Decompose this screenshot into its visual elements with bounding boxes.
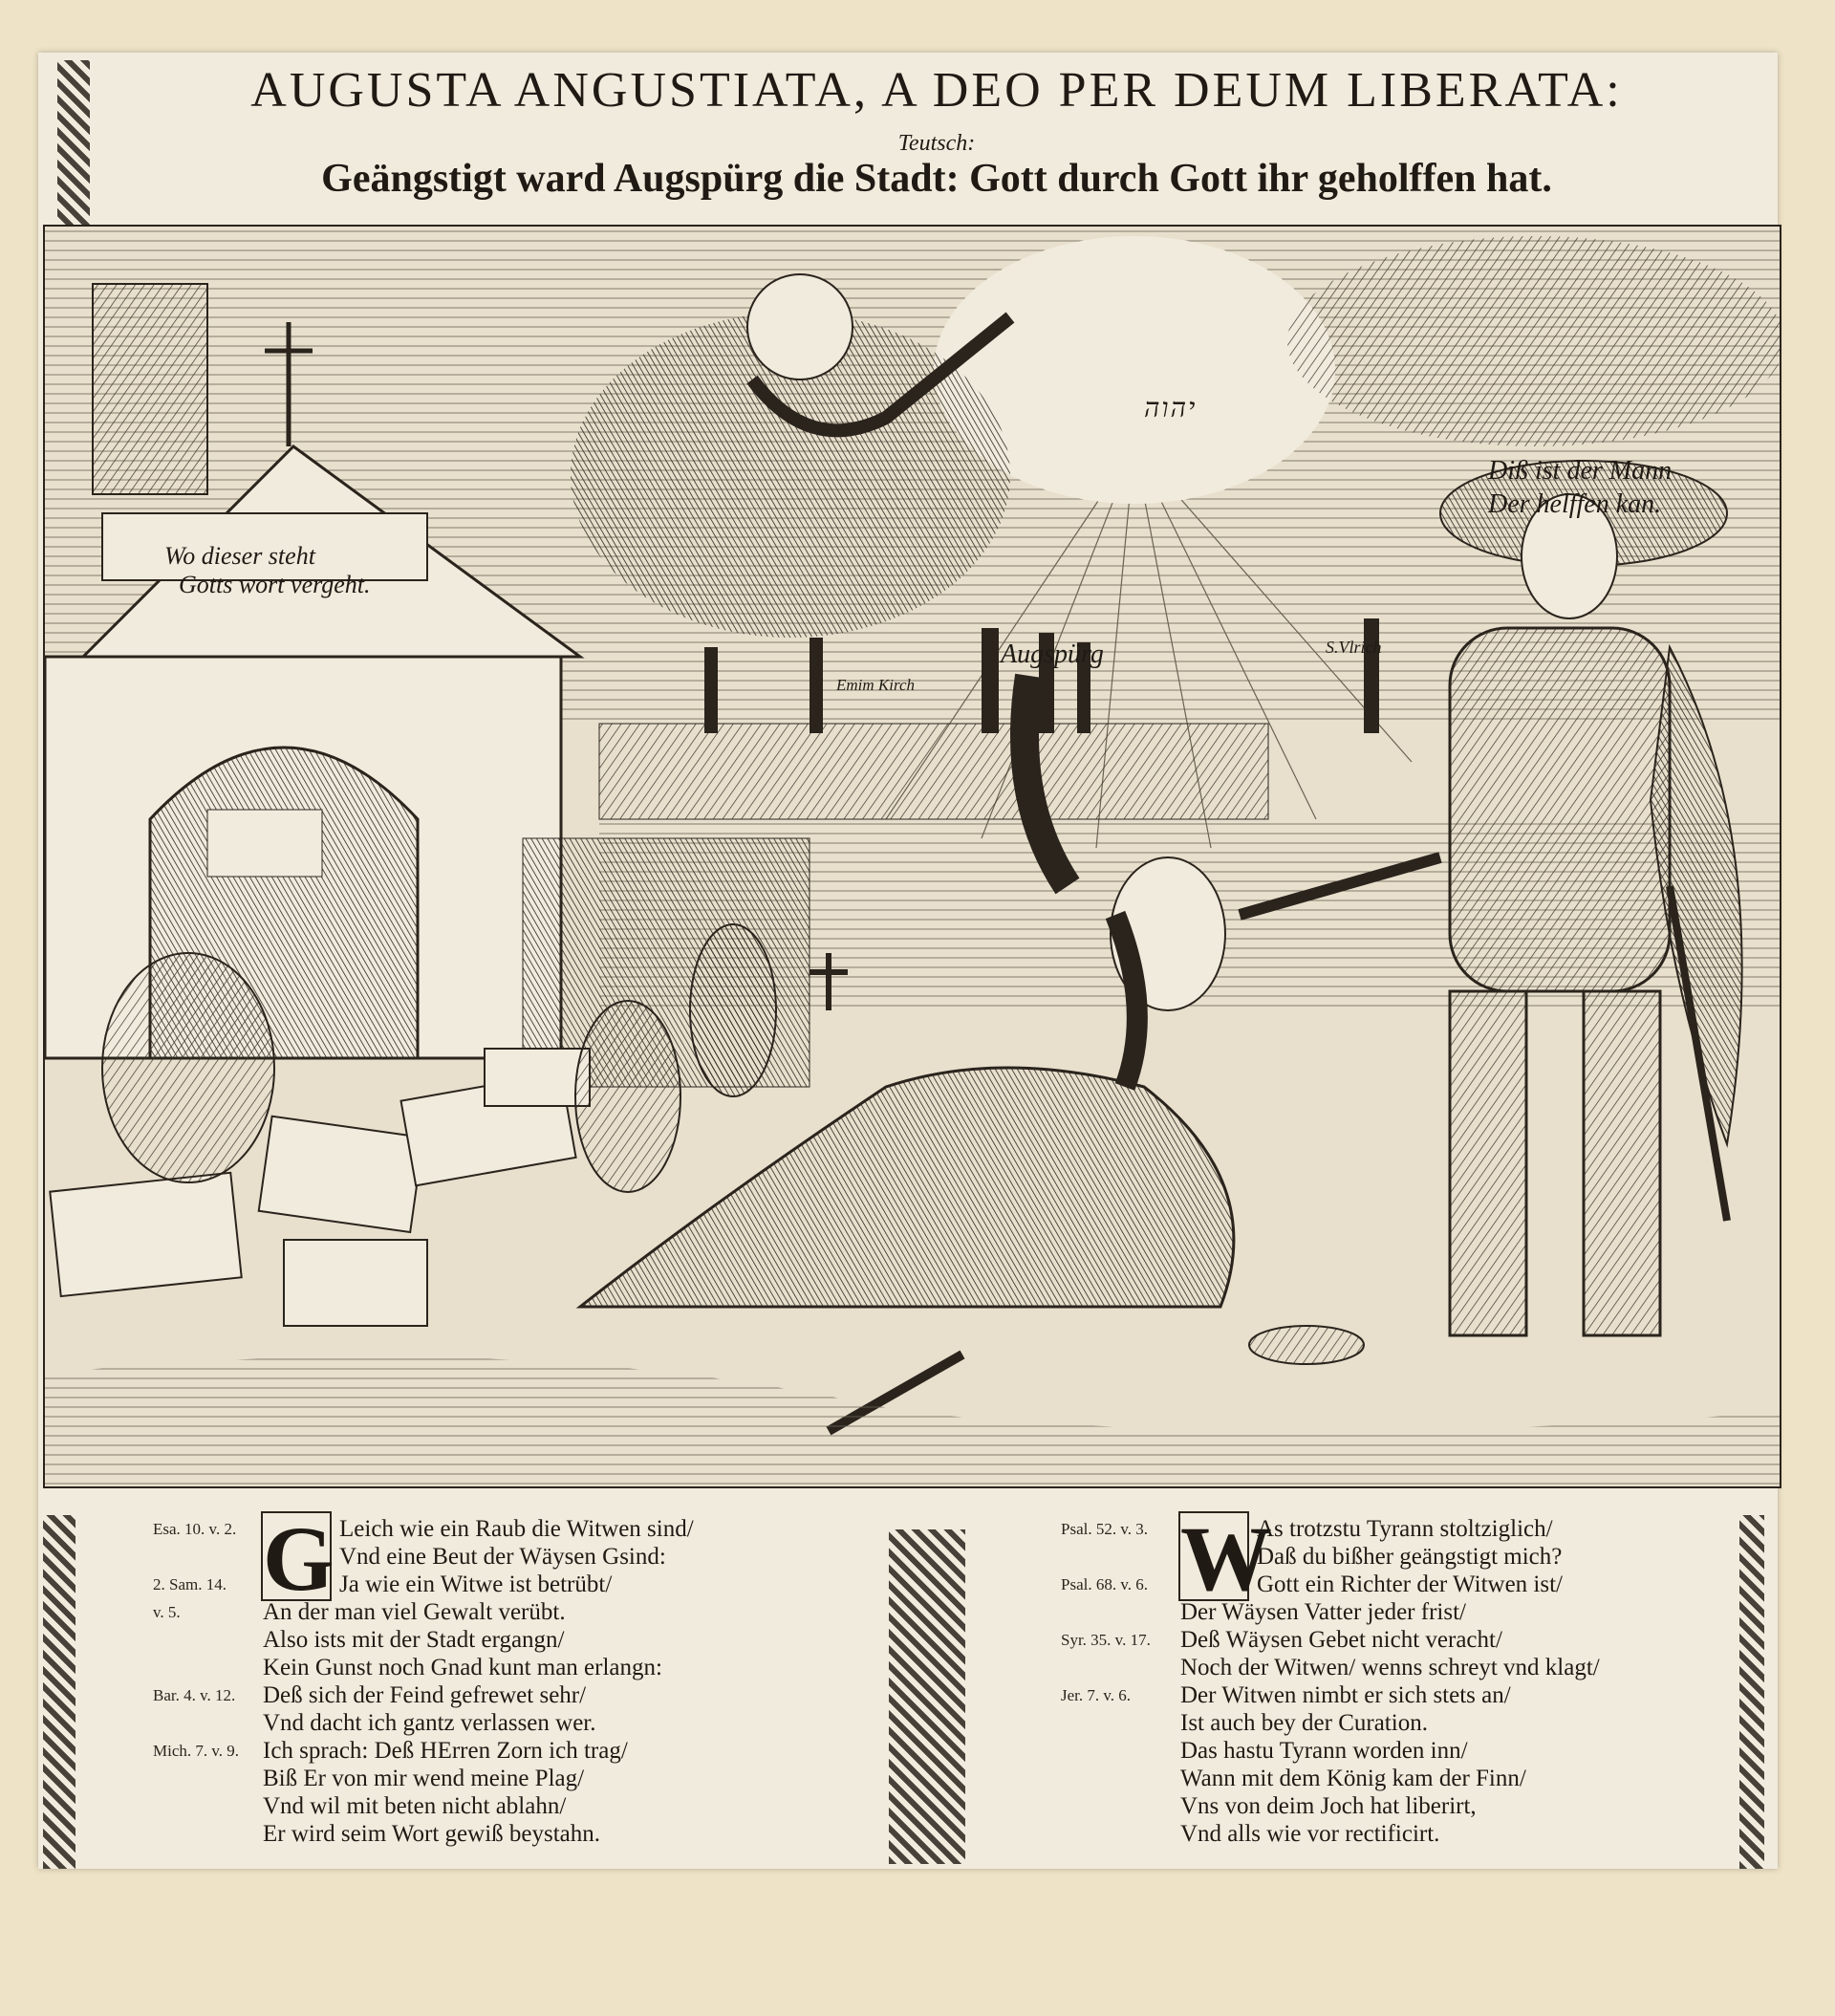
verse-text: Vnd dacht ich gantz verlassen wer. [263, 1710, 596, 1736]
verse-text: An der man viel Gewalt verübt. [263, 1599, 566, 1625]
verse-line [1061, 1709, 1730, 1737]
scripture-reference: 2. Sam. 14. [153, 1575, 227, 1593]
verse-line [153, 1598, 879, 1626]
scripture-reference: Syr. 35. v. 17. [1061, 1631, 1151, 1649]
speech-line2: Der helffen kan. [1488, 489, 1662, 519]
speech-line1: Diß ist der Mann [1488, 456, 1673, 486]
verse-line [153, 1820, 879, 1848]
verses-right-column [1061, 1507, 1730, 1848]
verse-line [1061, 1598, 1730, 1626]
decorated-initial-left: G [263, 1507, 335, 1610]
scripture-reference: Mich. 7. v. 9. [153, 1742, 240, 1760]
ornamental-border-middle [889, 1529, 965, 1864]
verse-line [153, 1737, 879, 1765]
verse-line [1061, 1654, 1730, 1681]
church-motto-line2: Gotts wort vergeht. [179, 571, 371, 598]
verse-text: Ja wie ein Witwe ist betrübt/ [339, 1572, 613, 1597]
bowl [1249, 1326, 1364, 1364]
scripture-reference: Esa. 10. v. 2. [153, 1520, 237, 1538]
verse-text: Ich sprach: Deß HErren Zorn ich trag/ [263, 1738, 628, 1764]
ornamental-border-right [1739, 1515, 1764, 1869]
scripture-reference: Psal. 68. v. 6. [1061, 1575, 1148, 1593]
verse-text: Deß Wäysen Gebet nicht veracht/ [1180, 1627, 1502, 1653]
verse-line [153, 1765, 879, 1792]
verse-text: Leich wie ein Raub die Witwen sind/ [339, 1516, 694, 1542]
verse-text: Der Wäysen Vatter jeder frist/ [1180, 1599, 1466, 1625]
ground [45, 1356, 1780, 1486]
verse-text: Das hastu Tyrann worden inn/ [1180, 1738, 1468, 1764]
verse-text: Ist auch bey der Curation. [1180, 1710, 1428, 1736]
teutsch-label: Teutsch: [897, 131, 976, 156]
divine-name: יהוה [1144, 394, 1198, 423]
verse-text: Noch der Witwen/ wenns schreyt vnd klagt/ [1180, 1655, 1600, 1680]
verse-line [153, 1543, 879, 1571]
verse-line [153, 1626, 879, 1654]
verse-text: Er wird seim Wort gewiß beystahn. [263, 1821, 601, 1847]
city-label: Augspürg [1001, 639, 1104, 669]
verse-text: Kein Gunst noch Gnad kunt man erlangn: [263, 1655, 662, 1680]
verse-line [1061, 1515, 1730, 1543]
verse-line [153, 1709, 879, 1737]
verse-line [1061, 1681, 1730, 1709]
verse-line [153, 1571, 879, 1598]
verse-text: Biß Er von mir wend meine Plag/ [263, 1766, 585, 1791]
church-label-left: Emim Kirch [836, 676, 916, 694]
decorated-initial-right: W [1180, 1507, 1272, 1610]
scripture-reference: Jer. 7. v. 6. [1061, 1686, 1132, 1704]
storm-cloud [1287, 236, 1780, 446]
verse-text: As trotzstu Tyrann stoltziglich/ [1257, 1516, 1553, 1542]
verse-text: Gott ein Richter der Witwen ist/ [1257, 1572, 1563, 1597]
verse-line [1061, 1792, 1730, 1820]
verses-left-column [153, 1507, 879, 1848]
church-motto-line1: Wo dieser steht [164, 542, 315, 570]
latin-title: AUGUSTA ANGUSTIATA, A DEO PER DEUM LIBERATA: [250, 63, 1623, 118]
verse-text: Vnd alls wie vor rectificirt. [1180, 1821, 1440, 1847]
verse-line [1061, 1737, 1730, 1765]
verse-line [1061, 1626, 1730, 1654]
broadsheet [38, 53, 1778, 1869]
verse-line [153, 1792, 879, 1820]
church-label-right: S.Vlrich [1326, 638, 1382, 657]
scripture-reference: v. 5. [153, 1603, 181, 1621]
verse-text: Wann mit dem König kam der Finn/ [1180, 1766, 1526, 1791]
verse-line [153, 1515, 879, 1543]
verse-line [1061, 1765, 1730, 1792]
engraving-illustration [43, 225, 1781, 1488]
german-title: Geängstigt ward Augspürg die Stadt: Gott durch Gott ihr geholffen hat. [321, 157, 1552, 201]
ornamental-border-bottom-left [43, 1515, 76, 1869]
verse-text: Vns von deim Joch hat liberirt, [1180, 1793, 1477, 1819]
verse-text: Vnd wil mit beten nicht ablahn/ [263, 1793, 567, 1819]
verse-line [1061, 1820, 1730, 1848]
verse-text: Der Witwen nimbt er sich stets an/ [1180, 1682, 1511, 1708]
verse-text: Daß du bißher geängstigt mich? [1257, 1544, 1563, 1570]
verse-text: Vnd eine Beut der Wäysen Gsind: [339, 1544, 666, 1570]
verse-line [1061, 1571, 1730, 1598]
scripture-reference: Psal. 52. v. 3. [1061, 1520, 1148, 1538]
verse-text: Also ists mit der Stadt ergangn/ [263, 1627, 565, 1653]
verse-text: Deß sich der Feind gefrewet sehr/ [263, 1682, 587, 1708]
verse-line [153, 1654, 879, 1681]
verse-line [153, 1681, 879, 1709]
engraving-scene [45, 227, 1780, 1486]
scripture-reference: Bar. 4. v. 12. [153, 1686, 236, 1704]
ornamental-border-top-left [57, 60, 90, 232]
verse-line [1061, 1543, 1730, 1571]
